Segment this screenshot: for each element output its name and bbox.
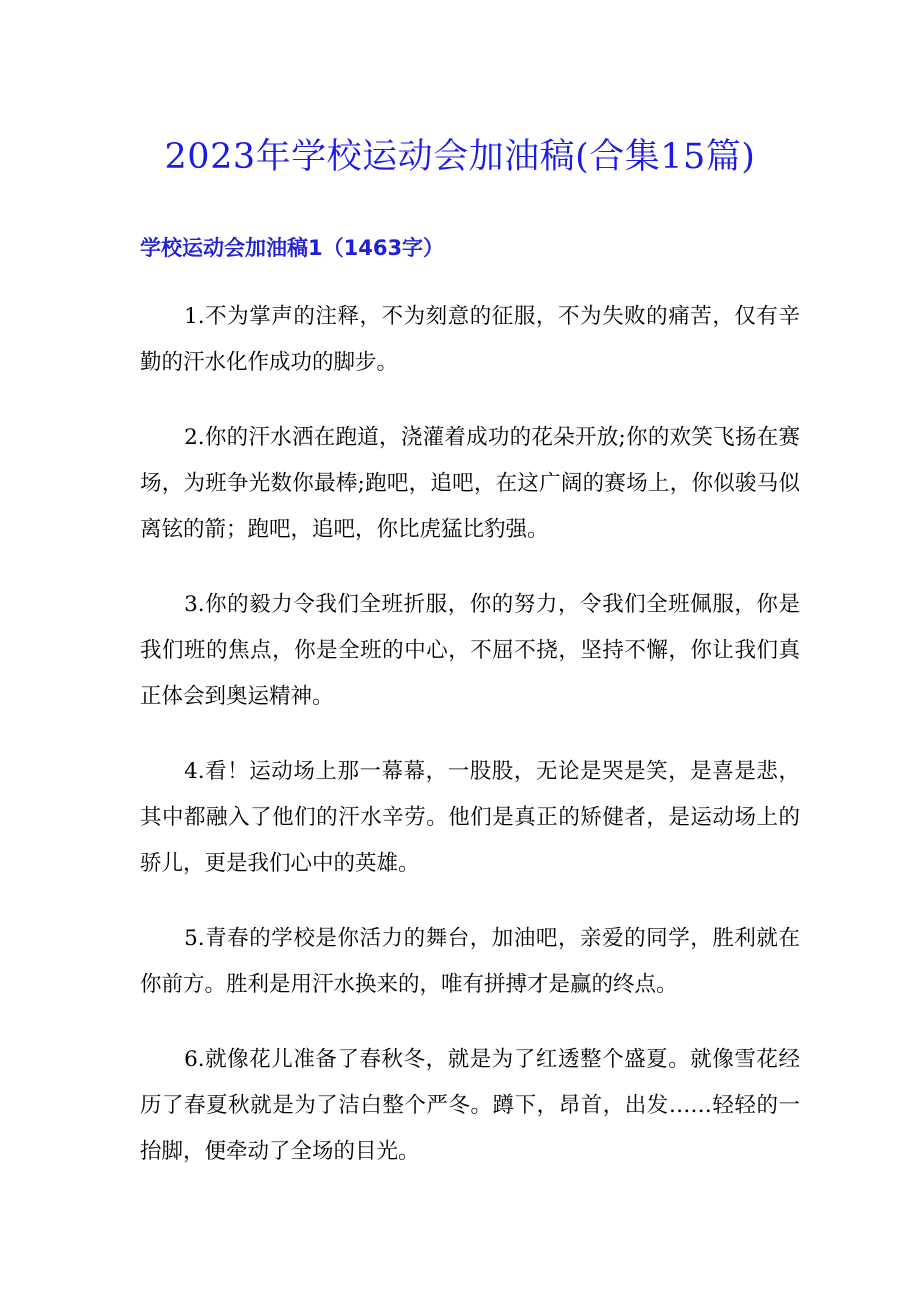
paragraph-2: 2.你的汗水洒在跑道，浇灌着成功的花朵开放;你的欢笑飞扬在赛场，为班争光数你最棒;跑吧，追吧，在这广阔的赛场上，你似骏马似离铉的箭；跑吧，追吧，你比虎猛比豹强。: [140, 425, 800, 542]
paragraph-3: 3.你的毅力令我们全班折服，你的努力，令我们全班佩服，你是我们班的焦点，你是全班的中心，不屈不挠，坚持不懈，你让我们真正体会到奥运精神。: [140, 592, 800, 709]
paragraph-4: 4.看！运动场上那一幕幕，一股股，无论是哭是笑，是喜是悲，其中都融入了他们的汗水辛劳。他们是真正的矫健者，是运动场上的骄儿，更是我们心中的英雄。: [140, 759, 800, 876]
paragraph-5: 5.青春的学校是你活力的舞台，加油吧，亲爱的同学，胜利就在你前方。胜利是用汗水换来的，唯有拼搏才是赢的终点。: [140, 926, 800, 997]
document-body: [140, 294, 800, 1204]
document-title: 2023年学校运动会加油稿(合集15篇): [164, 137, 756, 177]
paragraph-1: 1.不为掌声的注释，不为刻意的征服，不为失败的痛苦，仅有辛勤的汗水化作成功的脚步。: [140, 304, 800, 375]
paragraph-6: 6.就像花儿准备了春秋冬，就是为了红透整个盛夏。就像雪花经历了春夏秋就是为了洁白整个严冬。蹲下，昂首，出发……轻轻的一抬脚，便牵动了全场的目光。: [140, 1047, 800, 1164]
section-heading: 学校运动会加油稿1（1463字）: [140, 236, 445, 260]
